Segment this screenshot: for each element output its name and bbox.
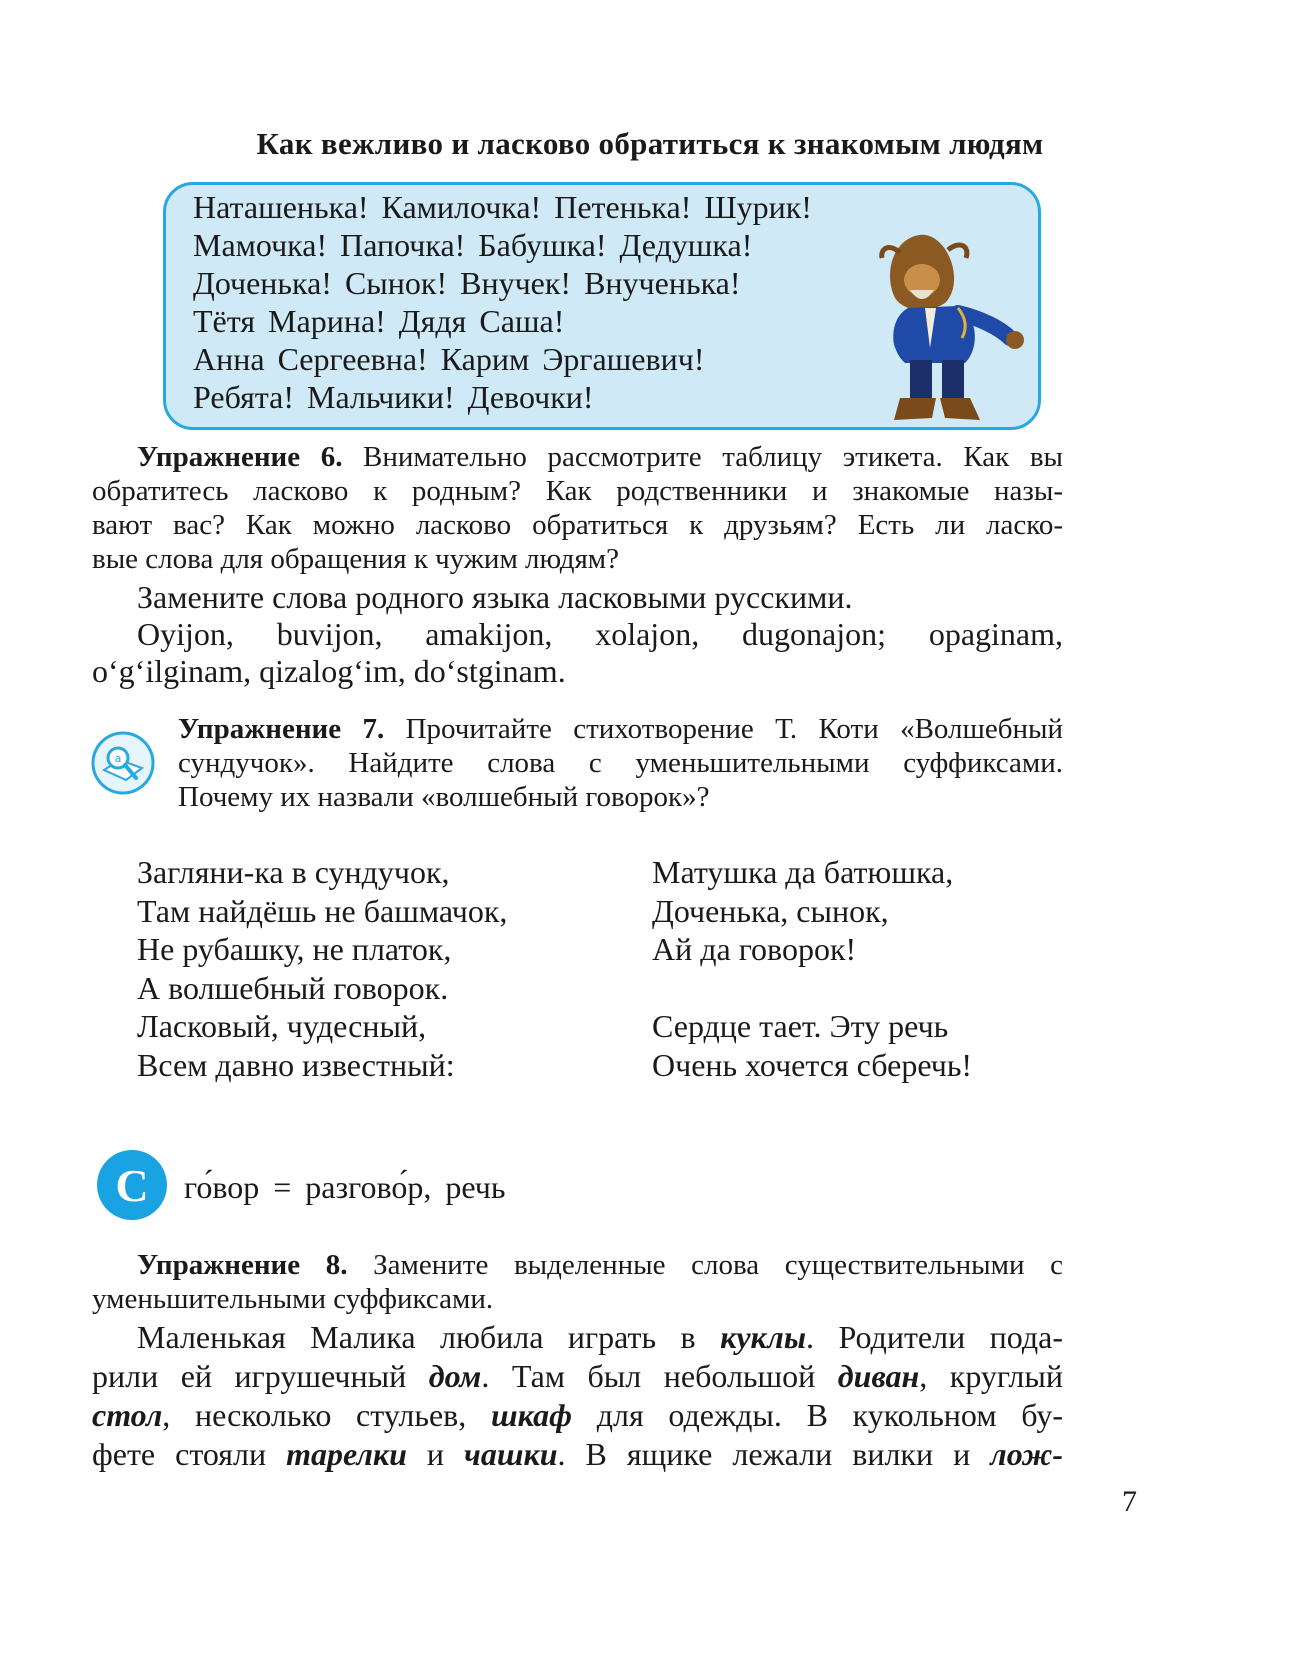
exercise-6-line: вают вас? Как можно ласково обратиться к друзьям? Есть ли ласко-: [92, 509, 1063, 541]
story-line: рили ей игрушечный дом. Там был небольшой диван, круглый: [92, 1358, 1064, 1394]
exercise-8-line: Упражнение 8. Замените выделенные слова существительными с: [137, 1249, 1064, 1281]
highlighted-word: диван: [837, 1358, 920, 1394]
vocabulary-note: го́вор = разгово́р, речь: [184, 1169, 506, 1205]
svg-text:С: С: [115, 1160, 149, 1211]
poem-line: Ласковый, чудесный,: [137, 1008, 427, 1044]
exercise-7-label: Упражнение 7.: [178, 713, 385, 745]
beast-character-illustration: [870, 228, 1040, 428]
etiquette-line: Ребята! Мальчики! Девочки!: [193, 379, 594, 415]
poem-line: Загляни-ка в сундучок,: [137, 854, 450, 890]
exercise-6-line: Упражнение 6. Внимательно рассмотрите таблицу этикета. Как вы: [137, 441, 1063, 473]
poem-left-column: [137, 853, 507, 1084]
exercise-6-label: Упражнение 6.: [137, 441, 343, 473]
vocabulary-badge-icon: [95, 1148, 169, 1222]
exercise-8-label: Упражнение 8.: [137, 1249, 348, 1281]
exercise-7-line: Почему их назвали «волшебный говорок»?: [178, 781, 710, 813]
uzbek-words-line: o‘g‘ilginam, qizalog‘im, do‘stginam.: [92, 653, 566, 689]
etiquette-line: Доченька! Сынок! Внучек! Внученька!: [193, 265, 741, 301]
poem-line: А волшебный говорок.: [137, 969, 449, 1006]
poem-line: Ай да говорок!: [652, 931, 857, 967]
page-number: 7: [1122, 1485, 1137, 1518]
story-line: Маленькая Малика любила играть в куклы. Родители пода-: [137, 1319, 1064, 1355]
exercise-6-line: обратитесь ласково к родным? Как родственники и знакомые назы-: [92, 475, 1063, 507]
exercise-7-line: сундучок». Найдите слова с уменьшительными суффиксами.: [178, 747, 1063, 779]
poem-right-column: [652, 853, 972, 1084]
poem-line: Не рубашку, не платок,: [137, 931, 452, 967]
etiquette-line: Мамочка! Папочка! Бабушка! Дедушка!: [193, 227, 753, 263]
highlighted-word: шкаф: [491, 1397, 572, 1433]
highlighted-word: чашки: [464, 1436, 558, 1472]
poem-line: Всем давно известный:: [137, 1046, 455, 1083]
poem-line: Сердце тает. Эту речь: [652, 1008, 949, 1044]
etiquette-line: Наташенька! Камилочка! Петенька! Шурик!: [193, 189, 812, 225]
highlighted-word: тарелки: [286, 1436, 407, 1472]
exercise-7-line: Упражнение 7. Прочитайте стихотворение Т. Коти «Волшебный: [178, 713, 1063, 745]
poem-line: Доченька, сынок,: [652, 892, 889, 929]
magnifier-book-icon: [90, 730, 156, 796]
story-line: фете стояли тарелки и чашки. В ящике лежали вилки и лож-: [92, 1436, 1064, 1472]
etiquette-line: Тётя Марина! Дядя Саша!: [193, 303, 565, 339]
story-line: стол, несколько стульев, шкаф для одежды. В кукольном бу-: [92, 1397, 1064, 1433]
svg-text:a: a: [114, 752, 122, 765]
etiquette-list: [193, 188, 812, 416]
uzbek-words-line: Oyijon, buvijon, amakijon, xolajon, dugonajon; opaginam,: [137, 616, 1063, 652]
highlighted-word: дом: [428, 1358, 482, 1394]
poem-line: Там найдёшь не башмачок,: [137, 892, 508, 929]
highlighted-word: куклы: [720, 1319, 807, 1355]
exercise-6-line: вые слова для обращения к чужим людям?: [92, 543, 620, 575]
highlighted-word: стол: [92, 1397, 163, 1433]
poem-line: Очень хочется сберечь!: [652, 1046, 973, 1083]
section-heading: Как вежливо и ласково обратиться к знакомым людям: [256, 126, 1044, 161]
poem-line: Матушка да батюшка,: [652, 854, 954, 890]
etiquette-line: Анна Сергеевна! Карим Эргашевич!: [193, 341, 705, 377]
exercise-8-line: уменьшительными суффиксами.: [92, 1283, 494, 1315]
exercise-6-task: Замените слова родного языка ласковыми русскими.: [137, 579, 853, 615]
highlighted-word: лож-: [990, 1436, 1064, 1472]
